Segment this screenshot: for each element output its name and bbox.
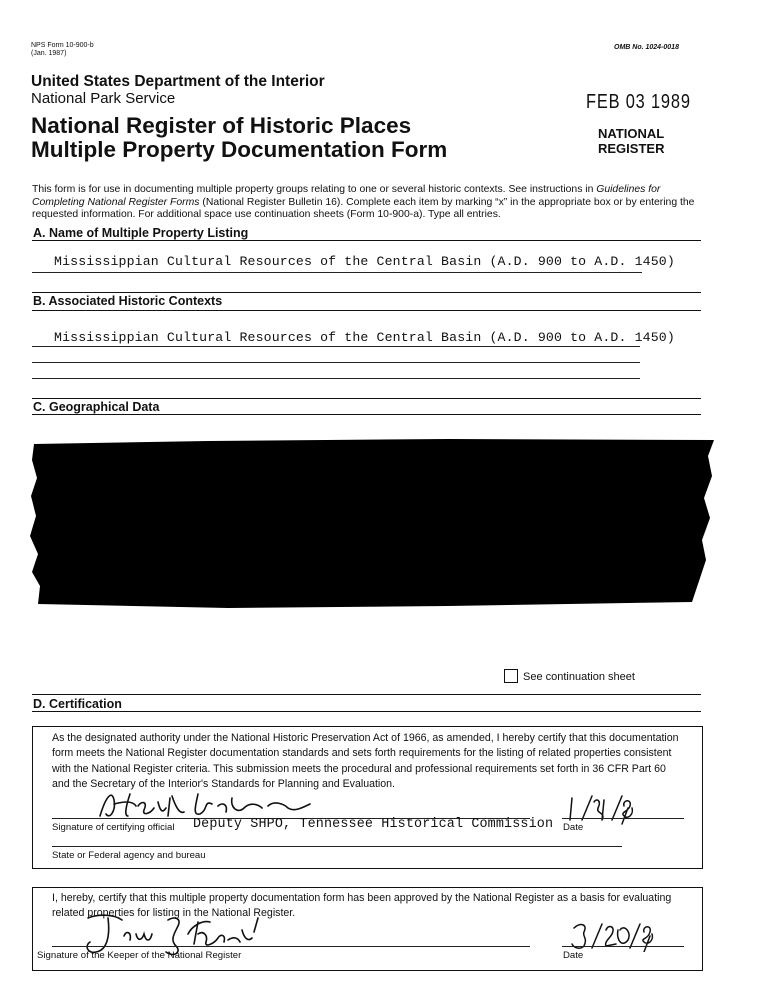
keeper-statement: I, hereby, certify that this multiple property documentation form has been approved by the National Register as a basis for evaluating related properties for listing in the National Register. bbox=[52, 892, 672, 920]
form-title-line1: National Register of Historic Places bbox=[31, 113, 412, 138]
section-c-end-rule bbox=[32, 694, 701, 695]
date-label: Date bbox=[563, 822, 584, 833]
agency-line bbox=[52, 846, 622, 847]
certifying-date-handwritten bbox=[562, 792, 642, 826]
keeper-signature-label: Signature of the Keeper of the National Register bbox=[37, 950, 242, 961]
signature-label: Signature of certifying official bbox=[52, 822, 175, 833]
section-c-heading: C. Geographical Data bbox=[33, 400, 160, 414]
agency-label: State or Federal agency and bureau bbox=[52, 850, 206, 861]
section-a-underline bbox=[32, 272, 642, 273]
form-title-line2: Multiple Property Documentation Form bbox=[31, 137, 448, 162]
form-date: (Jan. 1987) bbox=[31, 50, 67, 57]
department-name: United States Department of the Interior bbox=[31, 73, 325, 90]
keeper-date-handwritten bbox=[566, 920, 666, 952]
keeper-date-line bbox=[562, 946, 684, 947]
official-title: Deputy SHPO, Tennessee Historical Commission bbox=[193, 817, 554, 832]
section-b-line3 bbox=[32, 378, 640, 379]
section-c-rule bbox=[32, 414, 701, 415]
service-name: National Park Service bbox=[31, 90, 176, 107]
date-line bbox=[562, 818, 684, 819]
section-a-heading: A. Name of Multiple Property Listing bbox=[33, 226, 249, 240]
section-a-rule bbox=[32, 240, 701, 241]
omb-number: OMB No. 1024-0018 bbox=[614, 44, 679, 51]
section-b-line2 bbox=[32, 362, 640, 363]
section-b-value: Mississippian Cultural Resources of the Central Basin (A.D. 900 to A.D. 1450) bbox=[54, 330, 675, 345]
section-b-line1 bbox=[32, 346, 640, 347]
keeper-signature-line bbox=[52, 946, 530, 947]
continuation-checkbox[interactable] bbox=[504, 669, 518, 683]
stamp-line2: REGISTER bbox=[598, 141, 665, 156]
section-a-end-rule bbox=[32, 292, 701, 293]
section-a-value: Mississippian Cultural Resources of the Central Basin (A.D. 900 to A.D. 1450) bbox=[54, 254, 675, 269]
received-stamp-date: FEB 03 1989 bbox=[586, 91, 691, 113]
instructions: This form is for use in documenting multiple property groups relating to one or several historic contexts. See instructions in Guidelines for Completing National Register Forms (National Register Bulletin 16). Complete each item by marking “x” in the appropriate box or by entering the requested information. For additional space use continuation sheets (Form 10-900-a). Type all entries. bbox=[32, 184, 695, 221]
section-b-heading: B. Associated Historic Contexts bbox=[33, 294, 223, 308]
section-d-rule bbox=[32, 711, 701, 712]
certification-statement: As the designated authority under the National Historic Preservation Act of 1966, as amended, I hereby certify that this documentation form meets the National Register documentation standards and sets forth requirements for the listing of related properties consistent with the National Register criteria. This submission meets the procedural and professional requirements set forth in 36 CFR Part 60 and the Secretary of the Interior's Standards for Planning and Evaluation. bbox=[52, 732, 679, 791]
continuation-label: See continuation sheet bbox=[523, 671, 635, 683]
section-b-rule bbox=[32, 310, 701, 311]
section-b-end-rule bbox=[32, 398, 701, 399]
form-number: NPS Form 10-900-b bbox=[31, 42, 94, 49]
section-d-heading: D. Certification bbox=[33, 697, 122, 711]
stamp-line1: NATIONAL bbox=[598, 126, 665, 141]
redaction-block bbox=[28, 436, 718, 616]
keeper-date-label: Date bbox=[563, 950, 584, 961]
